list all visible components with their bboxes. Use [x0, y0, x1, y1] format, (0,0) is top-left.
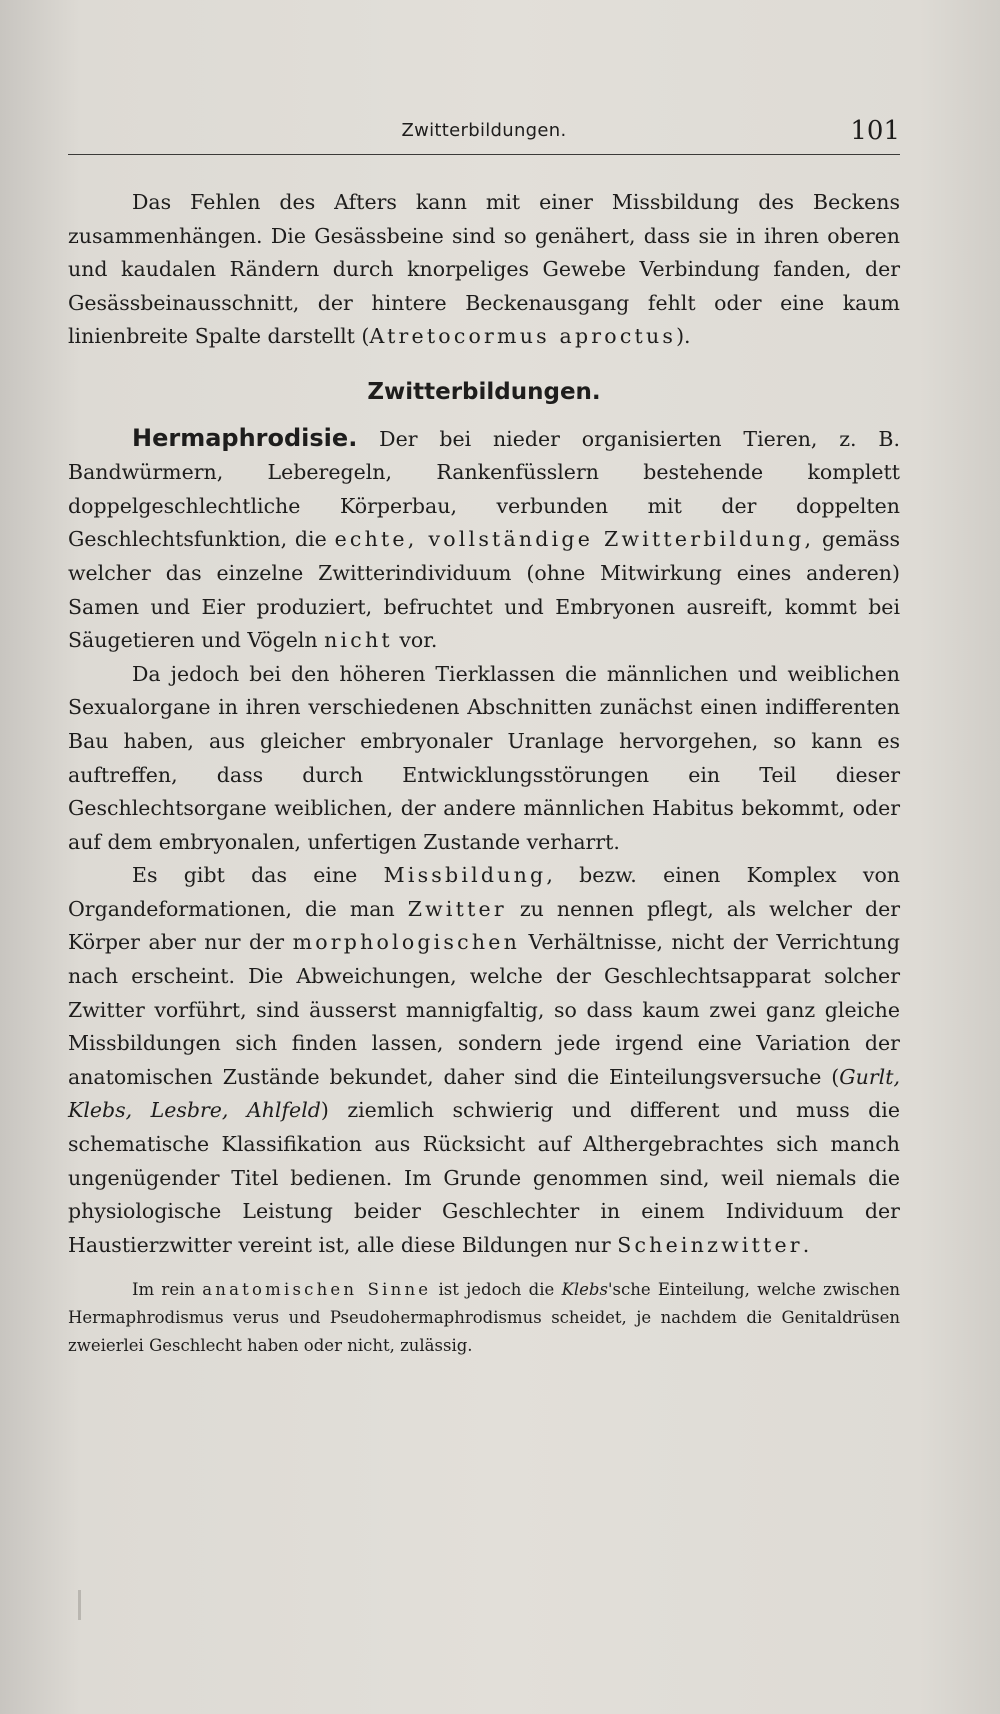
- spaced-term: echte, vollständige Zwitterbildung,: [334, 527, 815, 552]
- spaced-term: nicht: [324, 628, 393, 653]
- note-text: ist jedoch die: [431, 1280, 562, 1300]
- paragraph-development: Da jedoch bei den höheren Tierklassen die männlichen und weiblichen Sexualorgane in ihren verschiedenen Abschnitten zunächst einen indifferenten Bau haben, aus gleicher embryonaler Uranlage hervorgehen, so kann es auftreffen, dass durch Entwicklungsstörungen ein Teil dieser Geschlechtsorgane weiblichen, der andere männlichen Habitus bekommt, oder auf dem embryonalen, unfertigen Zustande verharrt.: [68, 661, 900, 854]
- scan-mark: [78, 1590, 81, 1620]
- spaced-term: morphologischen: [292, 930, 520, 955]
- spaced-term: Scheinzwitter: [617, 1232, 803, 1257]
- paragraph-text: ) ziemlich schwierig und different und muss die schematische Klassifikation aus Rücksicht auf Althergebrachtes sich manch ungenügender Titel bedienen. Im Grunde genommen sind, weil niemals die physiologische Leistung beider Geschlechter in einem Individuum der Haustierzwitter vereint ist, alle diese Bildungen nur: [68, 1098, 900, 1257]
- paragraph-text: gemäss welcher das einzelne Zwitterindividuum (ohne Mitwirkung eines anderen) Samen und Eier produziert, befruchtet und Embryonen ausreift, kommt bei Säugetieren und Vögeln: [68, 527, 900, 653]
- paragraph-text: Es gibt das eine: [132, 863, 384, 888]
- lead-term: Hermaphrodisie.: [132, 423, 358, 452]
- paragraph-text: zu nennen pflegt, als welcher der Körper aber nur der: [68, 896, 901, 955]
- paragraph-hermaphrodisie: [68, 422, 900, 658]
- paragraph-atresia: [68, 186, 900, 354]
- note-text: Im rein: [132, 1280, 203, 1300]
- page-header: [68, 116, 900, 155]
- running-title: Zwitterbildungen.: [401, 120, 567, 141]
- note-text: 'sche Einteilung, welche zwischen Hermaphrodismus verus und Pseudohermaphrodismus scheidet, je nachdem die Genitaldrüsen zweierlei Geschlecht haben oder nicht, zulässig.: [68, 1280, 900, 1356]
- paragraph-text: , bezw. einen Komplex von Organdeformationen, die man: [68, 863, 900, 921]
- paragraph-text: Der bei nieder organisierten Tieren, z. B. Bandwürmern, Leberegeln, Rankenfüsslern bestehende komplett doppelgeschlechtliche Körperbau, verbunden mit der doppelten Geschlechtsfunktion, die: [68, 426, 900, 552]
- page-number: 101: [850, 116, 900, 146]
- spaced-term: anatomischen Sinne: [202, 1280, 432, 1300]
- section-heading: Zwitterbildungen.: [367, 378, 601, 405]
- author-names: Gurlt, Klebs, Lesbre, Ahlfeld: [68, 1064, 900, 1123]
- spaced-term: Missbildung: [383, 863, 547, 888]
- paragraph-text: vor.: [392, 628, 438, 653]
- spaced-term: Zwitter: [407, 896, 507, 921]
- paragraph-text: Verhältnisse, nicht der Verrichtung nach erscheint. Die Abweichungen, welche der Geschlechtsapparat solcher Zwitter vorführt, sind äusserst mannigfaltig, so dass kaum zwei ganz gleiche Missbildungen sich finden lassen, sondern jede irgend eine Variation der anatomischen Zustände bekundet, daher sind die Einteilungsversuche (: [68, 930, 901, 1089]
- paragraph-text: .: [802, 1232, 810, 1257]
- author-name: Klebs: [561, 1280, 608, 1300]
- body-text: [68, 186, 900, 1377]
- paragraph-scheinzwitter: [68, 859, 900, 1262]
- paragraph-text: ).: [676, 324, 691, 349]
- spaced-term: Atretocormus aproctus: [369, 324, 677, 349]
- paragraph-text: Das Fehlen des Afters kann mit einer Missbildung des Beckens zusammenhängen. Die Gesässbeine sind so genähert, dass sie in ihren oberen und kaudalen Rändern durch knorpeliges Gewebe Verbindung fanden, der Gesässbeinausschnitt, der hintere Beckenausgang fehlt oder eine kaum linienbreite Spalte darstellt (: [68, 190, 900, 349]
- small-print-note: [68, 1276, 900, 1360]
